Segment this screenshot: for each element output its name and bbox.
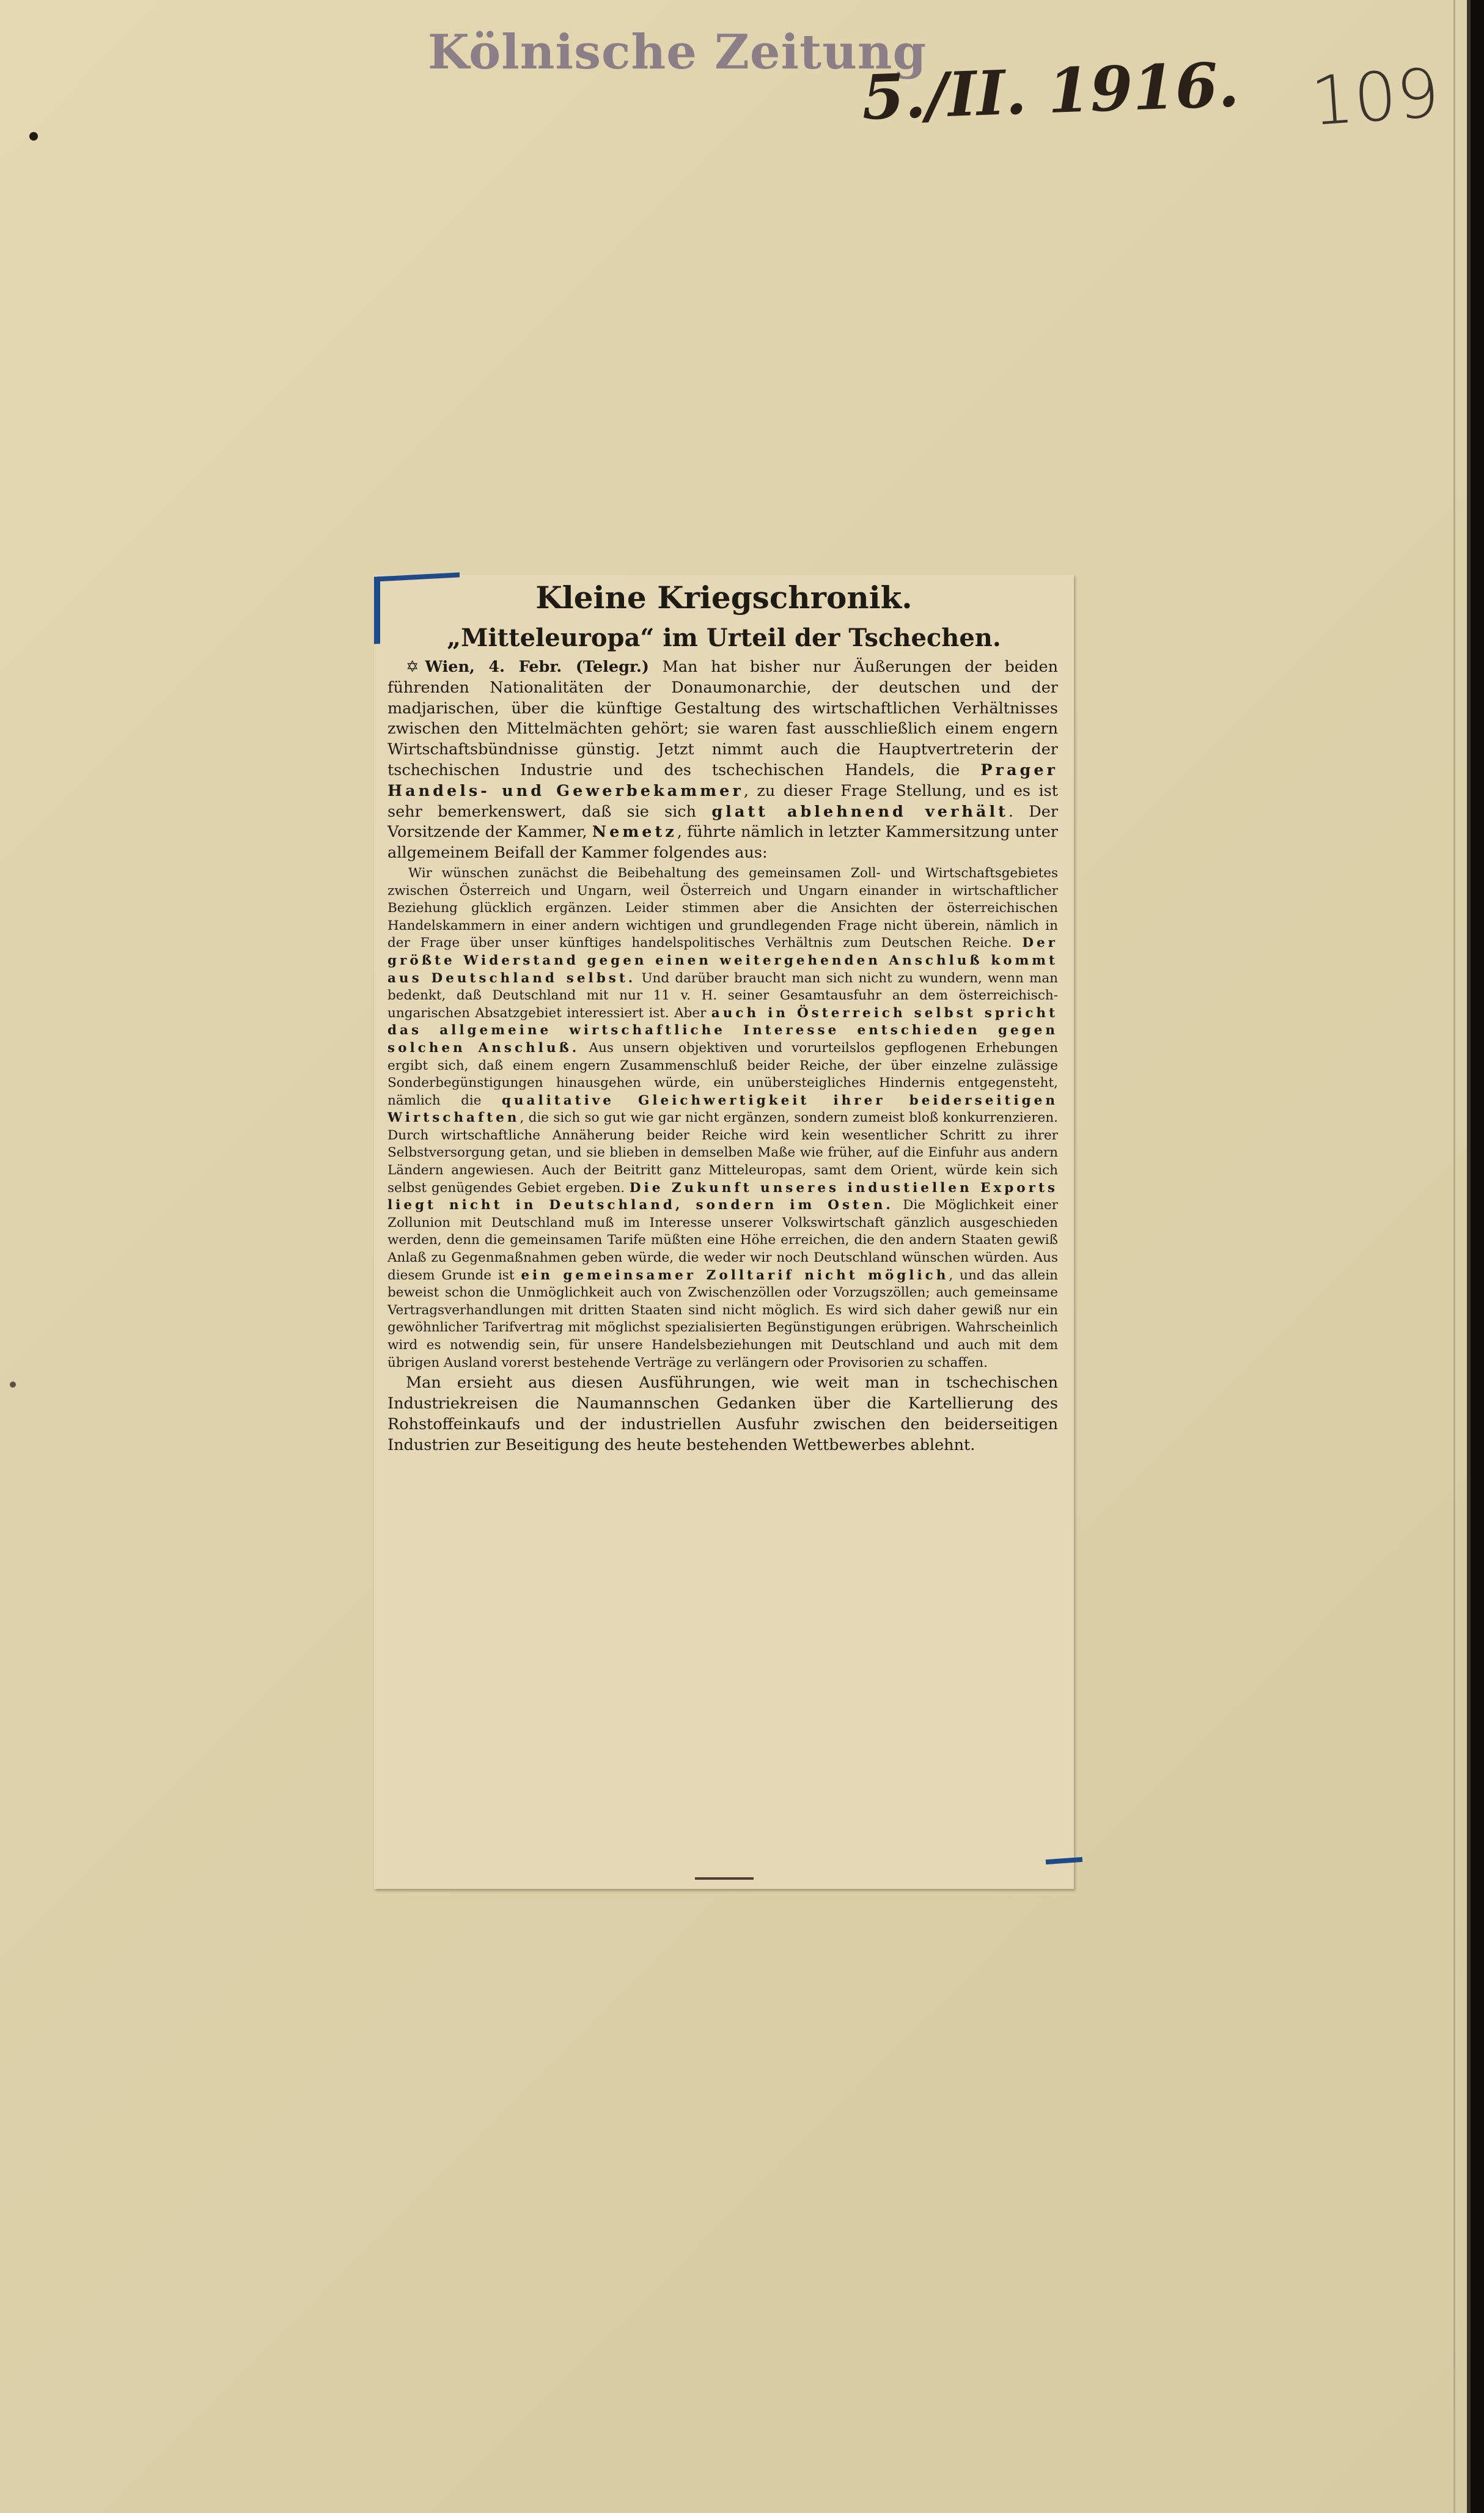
ink-dot bbox=[10, 1382, 16, 1388]
quote-text: , die sich so gut wie gar nicht ergänzen, sondern zumeist bloß konkurrenzieren. Durch wirtschaftliche Annäherung beider Reiche wird kein wesentlicher Schritt zu ihrer Selbstversorgung getan, und sie blieben in demselben Maße wie früher, auf die Einfuhr aus andern Ländern angewiesen. Auch der Beitritt ganz Mitteleuropas, samt dem Orient, würde kein sich selbst genügendes Gebiet ergeben. bbox=[388, 1110, 1058, 1196]
spaced-emphasis: Nemetz bbox=[592, 823, 677, 842]
quote-text: Aus unsern objektiven und vorurteilslos gepflogenen Erhebungen ergibt sich, daß einem engern Zusammenschluß beider Reiche, der über einzelne zulässige Sonderbegünstigungen hinausgehen würde, ein unübersteigliches Hindernis entgegensteht, nämlich die bbox=[388, 1040, 1059, 1108]
newspaper-stamp: Kölnische Zeitung bbox=[428, 24, 927, 80]
spaced-emphasis: qualitative Gleichwertigkeit ihrer beiderseitigen Wirtschaften bbox=[388, 1092, 1058, 1126]
quote-text: Und darüber braucht man sich nicht zu wundern, wenn man bedenkt, daß Deutschland mit nur 11 v. H. seiner Gesamtausfuhr an dem österreichisch-ungarischen Absatzgebiet interessiert ist. Aber bbox=[388, 970, 1059, 1021]
article-body bbox=[388, 657, 1058, 1455]
lead-text: , zu dieser Frage Stellung, und es ist sehr bemerkenswert, daß sie sich bbox=[388, 781, 1058, 821]
quote-text: , und das allein beweist schon die Unmöglichkeit auch von Zwischenzöllen oder Vorzugszöllen; auch gemeinsame Vertragsverhandlungen mit dritten Staaten sind nicht möglich. Es wird sich daher gewiß nur ein gewöhnlicher Tarifvertrag mit möglichst spezialisierten Begünstigungen erübrigen. Wahrscheinlich wird es notwendig sein, für unsere Handelsbeziehungen mit Deutschland und auch mit dem übrigen Ausland vorerst bestehende Verträge zu verlängern oder Provisorien zu schaffen. bbox=[388, 1267, 1058, 1371]
correspondent-star-icon: ✡ bbox=[406, 658, 419, 676]
lead-text: , führte nämlich in letzter Kammersitzung unter allgemeinem Beifall der Kammer folgendes aus: bbox=[388, 823, 1058, 863]
lead-text: . Der Vorsitzende der Kammer, bbox=[388, 802, 1059, 842]
lead-text: Man hat bisher nur Äußerungen der beiden führenden Nationalitäten der Donaumonarchie, der deutschen und der madjarischen, über die künftige Gestaltung des wirtschaftlichen Verhältnisses zwischen den Mittelmächten gehört; sie waren fast ausschließlich einem engern Wirtschaftsbündnisse günstig. Jetzt nimmt auch die Hauptvertreterin der tschechischen Industrie und des tschechischen Handels, die bbox=[388, 658, 1058, 779]
dateline: Wien, 4. Febr. (Telegr.) bbox=[425, 658, 649, 676]
handwritten-date: 5./II. 1916. bbox=[861, 48, 1241, 134]
quote-text: Wir wünschen zunächst die Beibehaltung des gemeinsamen Zoll- und Wirtschaftsgebietes zwischen Österreich und Ungarn, weil Österreich und Ungarn einander in wirtschaftlicher Beziehung glücklich ergänzen. Leider stimmen aber die Ansichten der österreichischen Handelskammern in einer andern wichtigen und grundlegenden Frage nicht überein, nämlich in der Frage über unser künftiges handelspolitisches Verhältnis zum Deutschen Reiche. bbox=[388, 865, 1058, 951]
spaced-emphasis: glatt ablehnend verhält bbox=[711, 802, 1008, 821]
spaced-emphasis: ein gemeinsamer Zolltarif nicht möglich bbox=[521, 1267, 949, 1283]
spaced-emphasis: auch in Österreich selbst spricht das allgemeine wirtschaftliche Interesse entschieden gegen solchen Anschluß. bbox=[388, 1005, 1058, 1056]
clipping-subheadline: „Mitteleuropa“ im Urteil der Tschechen. bbox=[447, 624, 1001, 652]
closing-paragraph: Man ersieht aus diesen Ausführungen, wie weit man in tschechischen Industriekreisen die Naumannschen Gedanken über die Kartellierung des Rohstoffeinkaufs und der industriellen Ausfuhr zwischen den beiderseitigen Industrien zur Beseitigung des heute bestehenden Wettbewerbes ablehnt. bbox=[388, 1374, 1058, 1454]
sheet-edge-line bbox=[1453, 0, 1455, 2513]
lead-paragraph bbox=[388, 657, 1058, 864]
spaced-emphasis: Prager Handels- und Gewerbekammer bbox=[388, 760, 1058, 800]
quote-text: Die Möglichkeit einer Zollunion mit Deutschland muß im Interesse unserer Volkswirtschaft gänzlich ausgeschieden werden, denn die gemeinsamen Tarife müßten eine Höhe erreichen, die den andern Staaten gewiß Anlaß zu Gegenmaßnahmen geben würde, die weder wir noch Deutschland wünschen würden. Aus diesem Grunde ist bbox=[388, 1198, 1058, 1283]
end-rule bbox=[695, 1877, 754, 1880]
blue-pencil-mark bbox=[1046, 1857, 1082, 1864]
ink-dot bbox=[29, 132, 38, 141]
quoted-speech bbox=[388, 865, 1058, 1372]
newspaper-clipping bbox=[374, 575, 1074, 1889]
spaced-emphasis: Die Zukunft unseres industiellen Exports liegt nicht in Deutschland, sondern im Osten. bbox=[388, 1180, 1058, 1213]
spaced-emphasis: Der größte Widerstand gegen einen weitergehenden Anschluß kommt aus Deutschland selbst. bbox=[388, 935, 1058, 986]
sheet-edge-shadow bbox=[1467, 0, 1471, 2513]
handwritten-folio-number: 109 bbox=[1308, 53, 1442, 141]
clipping-headline: Kleine Kriegschronik. bbox=[535, 579, 913, 616]
